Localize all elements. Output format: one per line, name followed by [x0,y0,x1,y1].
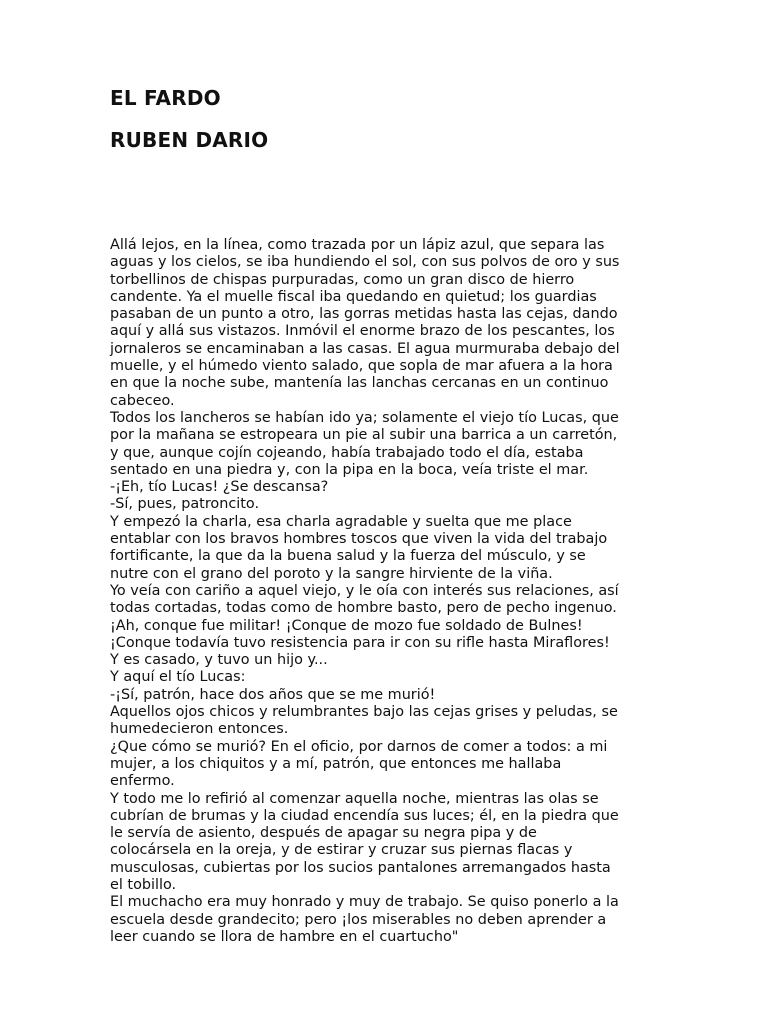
body-line: cubrían de brumas y la ciudad encendía sus luces; él, en la piedra que [110,807,619,824]
body-line: ¡Ah, conque fue militar! ¡Conque de mozo fue soldado de Bulnes! [110,617,583,634]
body-line: Todos los lancheros se habían ido ya; solamente el viejo tío Lucas, que [110,409,619,426]
body-line: cabeceo. [110,392,175,409]
body-line: aguas y los cielos, se iba hundiendo el sol, con sus polvos de oro y sus [110,254,620,271]
body-line: nutre con el grano del poroto y la sangre hirviente de la viña. [110,565,553,582]
body-line: El muchacho era muy honrado y muy de trabajo. Se quiso ponerlo a la [110,894,619,911]
body-line: ¡Conque todavía tuvo resistencia para ir con su rifle hasta Miraflores! [110,634,610,651]
body-line: Yo veía con cariño a aquel viejo, y le oía con interés sus relaciones, así [110,582,619,599]
body-line: y que, aunque cojín cojeando, había trabajado todo el día, estaba [110,444,584,461]
body-line: por la mañana se estropeara un pie al subir una barrica a un carretón, [110,427,618,444]
body-line: Y empezó la charla, esa charla agradable y suelta que me place [110,513,572,530]
body-line: ¿Que cómo se murió? En el oficio, por darnos de comer a todos: a mi [110,738,608,755]
body-line: sentado en una piedra y, con la pipa en la boca, veía triste el mar. [110,461,589,478]
body-line: humedecieron entonces. [110,721,289,738]
body-line: en que la noche sube, mantenía las lanchas cercanas en un continuo [110,375,609,392]
body-line: Y es casado, y tuvo un hijo y... [110,652,328,669]
body-line: todas cortadas, todas como de hombre basto, pero de pecho ingenuo. [110,600,617,617]
body-line: leer cuando se llora de hambre en el cuartucho" [110,928,459,945]
body-line: Y aquí el tío Lucas: [110,669,246,686]
body-line: le servía de asiento, después de apagar su negra pipa y de [110,825,537,842]
body-line: escuela desde grandecito; pero ¡los miserables no deben aprender a [110,911,607,928]
body-line: candente. Ya el muelle fiscal iba quedando en quietud; los guardias [110,288,597,305]
document-author: RUBEN DARIO [110,128,269,152]
body-line: fortificante, la que da la buena salud y la fuerza del músculo, y se [110,548,586,565]
body-line: el tobillo. [110,876,177,893]
body-line: pasaban de un punto a otro, las gorras metidas hasta las cejas, dando [110,306,618,323]
body-line: colocársela en la oreja, y de estirar y cruzar sus piernas flacas y [110,842,573,859]
body-line: Y todo me lo refirió al comenzar aquella noche, mientras las olas se [110,790,599,807]
body-line: mujer, a los chiquitos y a mí, patrón, que entonces me hallaba [110,755,562,772]
body-line: entablar con los bravos hombres toscos que viven la vida del trabajo [110,531,608,548]
body-line: enfermo. [110,773,175,790]
body-line: -Sí, pues, patroncito. [110,496,260,513]
body-line: musculosas, cubiertas por los sucios pantalones arremangados hasta [110,859,611,876]
body-line: aquí y allá sus vistazos. Inmóvil el enorme brazo de los pescantes, los [110,323,615,340]
body-line: muelle, y el húmedo viento salado, que sopla de mar afuera a la hora [110,358,613,375]
body-line: Aquellos ojos chicos y relumbrantes bajo las cejas grises y peludas, se [110,704,618,721]
body-line: torbellinos de chispas purpuradas, como un gran disco de hierro [110,271,575,288]
document-title: EL FARDO [110,86,221,110]
body-line: -¡Eh, tío Lucas! ¿Se descansa? [110,479,329,496]
body-line: -¡Sí, patrón, hace dos años que se me murió! [110,686,436,703]
body-line: jornaleros se encaminaban a las casas. El agua murmuraba debajo del [110,340,620,357]
document-body [110,237,670,946]
body-line: Allá lejos, en la línea, como trazada por un lápiz azul, que separa las [110,237,605,253]
